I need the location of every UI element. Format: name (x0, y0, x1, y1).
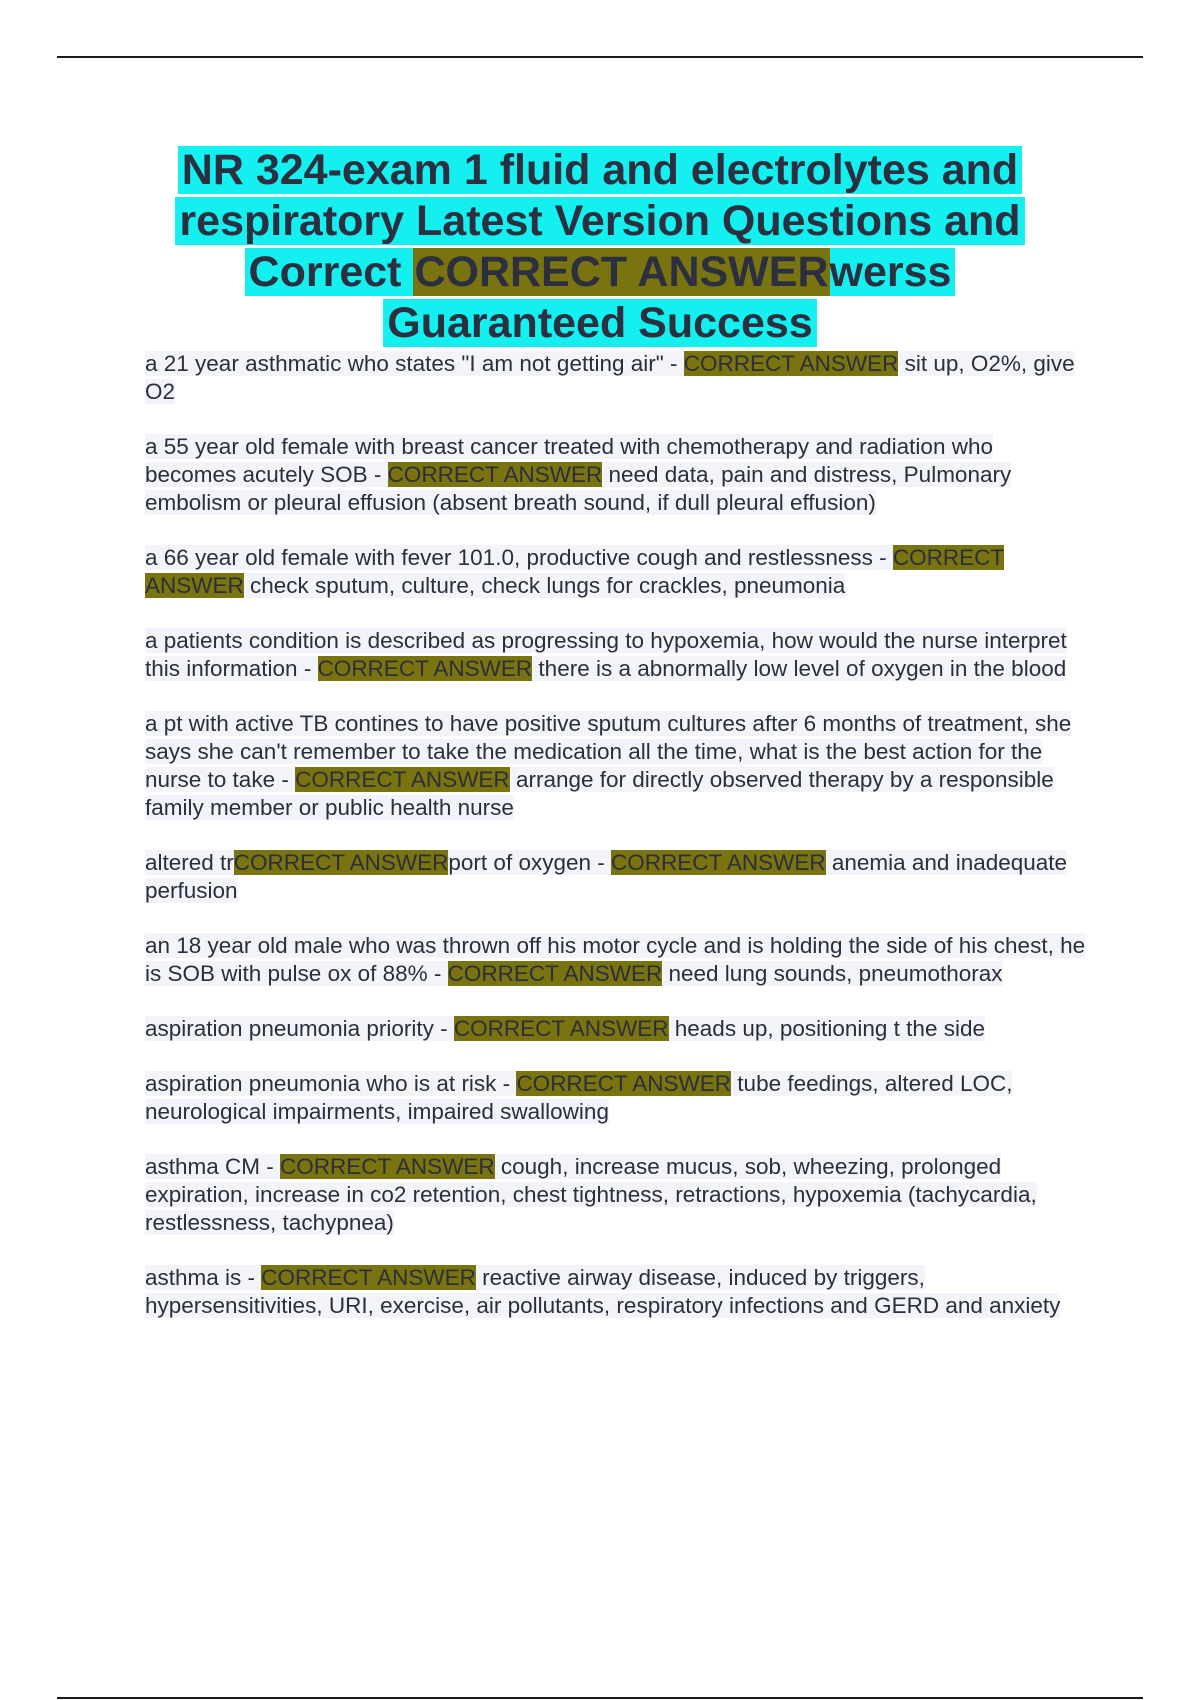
question-text: a 66 year old female with fever 101.0, productive cough and restlessness - (145, 545, 893, 570)
correct-answer-label: CORRECT ANSWER (447, 961, 663, 986)
title-line-4: Guaranteed Success (387, 299, 813, 347)
answer-text: sit up, O2%, give O2 (145, 351, 1075, 404)
answer-text: heads up, positioning t the side (668, 1016, 985, 1041)
answer-text: need data, pain and distress, Pulmonary embolism or pleural effusion (absent breath sound, if dull pleural effusion) (145, 462, 1012, 515)
title-line-1: NR 324-exam 1 fluid and electrolytes and (181, 146, 1019, 194)
correct-answer-label: CORRECT ANSWER (683, 351, 899, 376)
title-line-3-pre: Correct (248, 248, 414, 296)
question-text: a patients condition is described as progressing to hypoxemia, how would the nurse interpret this information - (145, 628, 1067, 681)
question-text: asthma CM - (145, 1154, 281, 1179)
question-text: asthma is - (145, 1265, 262, 1290)
document-title (110, 145, 1090, 349)
qa-item (145, 627, 1090, 683)
answer-text: need lung sounds, pneumothorax (662, 961, 1003, 986)
correct-answer-label: CORRECT ANSWER (295, 767, 510, 792)
question-text: a 21 year asthmatic who states "I am not getting air" - (145, 351, 684, 376)
answer-text: reactive airway disease, induced by triggers, hypersensitivities, URI, exercise, air pollutants, respiratory infections and GERD and anxiety (145, 1265, 1061, 1318)
question-text-pre: altered tr (145, 850, 234, 875)
qa-item (145, 1070, 1090, 1126)
title-text (175, 146, 1024, 347)
qa-item (145, 1153, 1090, 1237)
answer-text: tube feedings, altered LOC, neurological impairments, impaired swallowing (145, 1071, 1013, 1124)
question-text-post: port of oxygen - (448, 850, 611, 875)
qa-item (145, 932, 1090, 988)
question-text: a pt with active TB contines to have positive sputum cultures after 6 months of treatment, she says she can't remember to take the medication all the time, what is the best action for the nurse to take - (145, 711, 1072, 792)
qa-item (145, 1015, 1090, 1043)
question-text: aspiration pneumonia priority - (145, 1016, 454, 1041)
correct-answer-label: CORRECT ANSWER (145, 545, 1005, 598)
correct-answer-label: CORRECT ANSWER (516, 1071, 732, 1096)
correct-answer-label: CORRECT ANSWER (280, 1154, 495, 1179)
correct-answer-label: CORRECT ANSWER (611, 850, 826, 875)
qa-item (145, 544, 1090, 600)
correct-answer-label: CORRECT ANSWER (387, 462, 603, 487)
qa-item (145, 433, 1090, 517)
top-rule (57, 56, 1143, 58)
question-text: an 18 year old male who was thrown off his motor cycle and is holding the side of his chest, he is SOB with pulse ox of 88% - (145, 933, 1086, 986)
inline-correct-answer-label: CORRECT ANSWER (233, 850, 449, 875)
question-text: aspiration pneumonia who is at risk - (145, 1071, 517, 1096)
answer-text: check sputum, culture, check lungs for crackles, pneumonia (243, 573, 846, 598)
qa-item (145, 849, 1090, 905)
answer-text: anemia and inadequate perfusion (145, 850, 1068, 903)
title-line-3-post: werss (829, 248, 952, 296)
answer-text: there is a abnormally low level of oxygen in the blood (532, 656, 1067, 681)
question-text: a 55 year old female with breast cancer treated with chemotherapy and radiation who becomes acutely SOB - (145, 434, 993, 487)
qa-list (145, 350, 1090, 1347)
correct-answer-label: CORRECT ANSWER (261, 1265, 476, 1290)
qa-item (145, 1264, 1090, 1320)
qa-item (145, 350, 1090, 406)
title-highlight: CORRECT ANSWER (414, 248, 829, 296)
answer-text: arrange for directly observed therapy by a responsible family member or public health nurse (145, 767, 1054, 820)
answer-text: cough, increase mucus, sob, wheezing, prolonged expiration, increase in co2 retention, chest tightness, retractions, hypoxemia (tachycardia, restlessness, tachypnea) (145, 1154, 1037, 1235)
bottom-rule (57, 1697, 1143, 1699)
title-line-2: respiratory Latest Version Questions and (179, 197, 1021, 245)
correct-answer-label: CORRECT ANSWER (317, 656, 533, 681)
qa-item (145, 710, 1090, 822)
correct-answer-label: CORRECT ANSWER (453, 1016, 669, 1041)
